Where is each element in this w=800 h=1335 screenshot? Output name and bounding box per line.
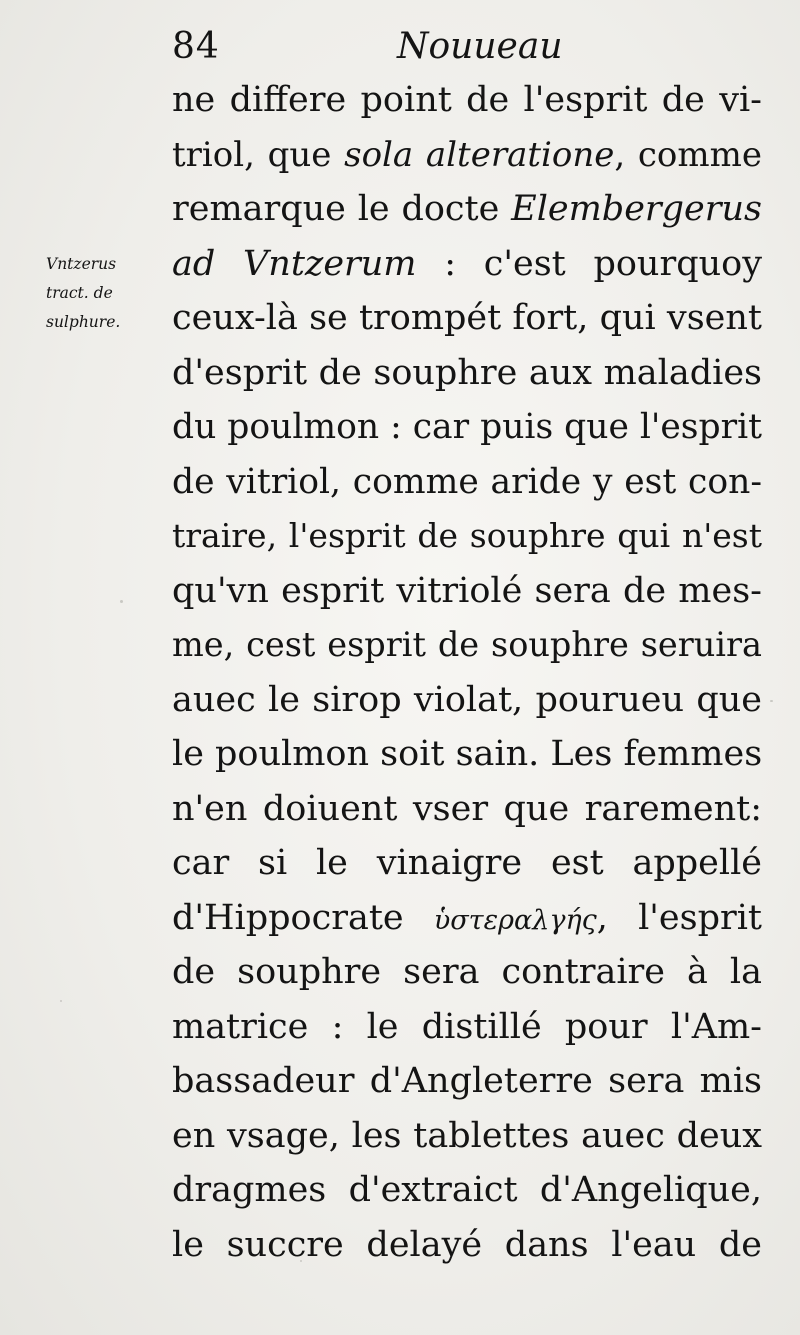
text-line: de vitriol, comme aride y est con- xyxy=(172,461,762,502)
page-header xyxy=(172,22,562,72)
text-line: du poulmon : car puis que l'esprit xyxy=(172,407,762,447)
margin-note-line: sulphure. xyxy=(46,313,121,331)
text-line: n'en doiuent vser que rarement: xyxy=(172,788,762,829)
text-line: le poulmon soit sain. Les femmes xyxy=(172,734,762,774)
text-line: matrice : le distillé pour l'Am- xyxy=(172,1006,762,1047)
margin-note xyxy=(46,250,158,337)
text-line: ne differe point de l'esprit de vi- xyxy=(172,80,762,120)
page-number: 84 xyxy=(172,26,220,67)
italic-phrase: ad Vntzerum xyxy=(172,243,417,284)
text-line: le succre delayé dans l'eau de xyxy=(172,1224,762,1265)
italic-name: Elembergerus xyxy=(511,189,762,229)
greek-word: ὑστεραλγής xyxy=(433,904,597,936)
text-line: en vsage, les tablettes auec deux xyxy=(172,1115,762,1156)
text-line: dragmes d'extraict d'Angelique, xyxy=(172,1170,762,1210)
italic-phrase: sola alteratione xyxy=(344,134,615,175)
text-line: auec le sirop violat, pourueu que xyxy=(172,679,762,720)
text-line: de souphre sera contraire à la xyxy=(172,952,762,992)
body-text xyxy=(172,73,762,1272)
text-line: ad Vntzerum : c'est pourquoy xyxy=(172,243,762,284)
text-line: ceux-là se trompét fort, qui vsent xyxy=(172,298,762,338)
running-title: Nouueau xyxy=(397,26,563,67)
text-line: qu'vn esprit vitriolé sera de mes- xyxy=(172,570,762,611)
text-line: d'esprit de souphre aux maladies xyxy=(172,352,762,393)
text-line: me, cest esprit de souphre seruira xyxy=(172,625,762,664)
margin-note-line: Vntzerus xyxy=(46,255,117,273)
text-line: bassadeur d'Angleterre sera mis xyxy=(172,1061,762,1101)
text-line: d'Hippocrate ὑστεραλγής, l'esprit xyxy=(172,897,762,938)
margin-note-line: tract. de xyxy=(46,284,113,302)
text-line: triol, que sola alteratione, comme xyxy=(172,134,762,175)
text-line: car si le vinaigre est appellé xyxy=(172,843,762,883)
text-line: remarque le docte Elembergerus xyxy=(172,189,762,229)
text-line: traire, l'esprit de souphre qui n'est xyxy=(172,516,762,555)
